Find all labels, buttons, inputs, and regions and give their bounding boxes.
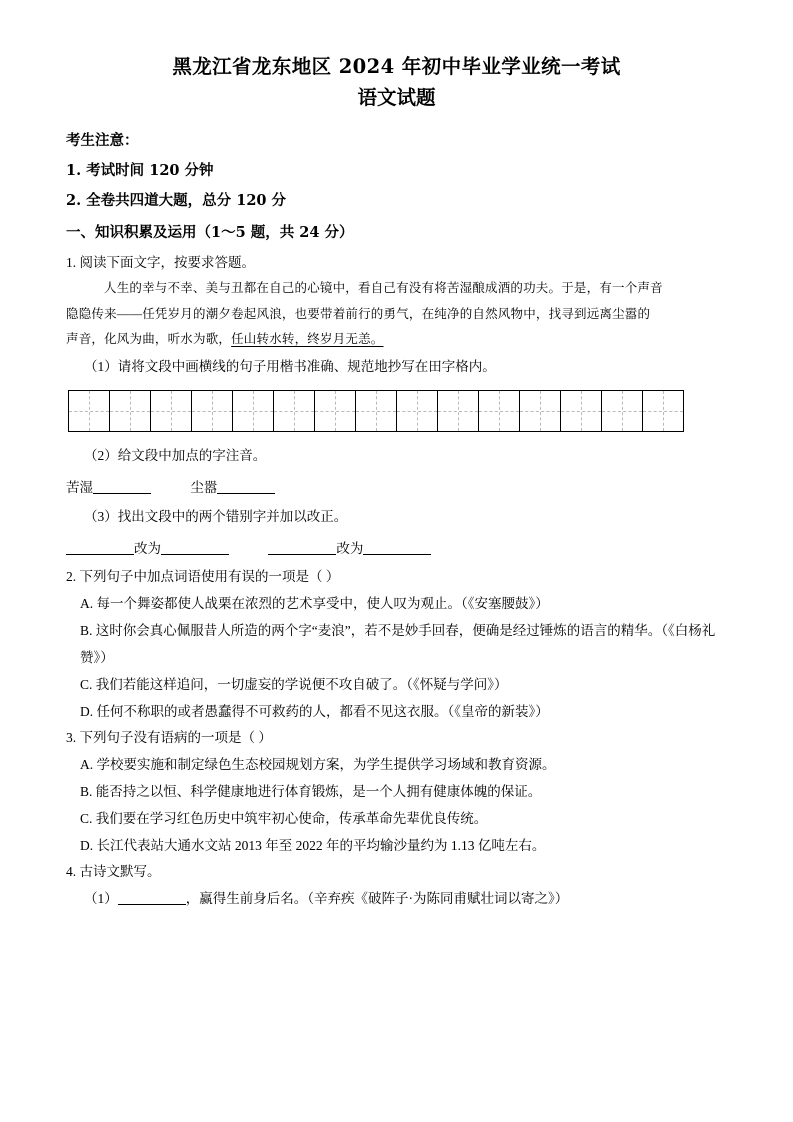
- notice-label: 考生注意：: [66, 132, 139, 149]
- question-2-stem: 2. 下列句子中加点词语使用有误的一项是（ ）: [66, 568, 340, 584]
- question-1-sub-3: （3）找出文段中的两个错别字并加以改正。: [84, 508, 348, 524]
- question-4-sub-1-suffix: ，赢得生前身后名。（辛弃疾《破阵子·为陈同甫赋壮词以寄之》）: [185, 890, 569, 906]
- tianzige-cell[interactable]: [110, 390, 151, 431]
- passage-line-2: 隐隐传来——任凭岁月的潮夕卷起风浪，也要带着前行的勇气，在纯净的自然风物中，找寻到远离尘嚣的: [66, 306, 651, 321]
- tianzige-cell[interactable]: [192, 390, 233, 431]
- correction-blank-1b[interactable]: [161, 540, 229, 555]
- question-3-option-c[interactable]: C. 我们要在学习红色历史中筑牢初心使命，传承革命先辈优良传统。: [80, 810, 488, 826]
- pinyin-word-2: 尘嚣: [190, 479, 218, 495]
- question-2-option-b[interactable]: B. 这时你会真心佩服昔人所造的两个字“麦浪”，若不是妙手回春，便确是经过锤炼的语言的精华。（《白杨礼赞》）: [80, 622, 716, 665]
- question-2-option-d[interactable]: D. 任何不称职的或者愚蠢得不可救药的人，都看不见这衣服。（《皇帝的新装》）: [80, 703, 549, 719]
- question-3-option-b[interactable]: B. 能否持之以恒、科学健康地进行体育锻炼，是一个人拥有健康体魄的保证。: [80, 783, 542, 799]
- question-1-correction-row: [66, 534, 727, 564]
- correction-blank-2b[interactable]: [363, 540, 431, 555]
- tianzige-cell[interactable]: [397, 390, 438, 431]
- tianzige-cell[interactable]: [643, 390, 684, 431]
- tianzige-cell[interactable]: [274, 390, 315, 431]
- question-1-sub-1: （1）请将文段中画横线的句子用楷书准确、规范地抄写在田字格内。: [84, 358, 496, 374]
- page-title-line1: 黑龙江省龙东地区 2024 年初中毕业学业统一考试: [172, 55, 621, 78]
- pinyin-word-1: 苦湿: [66, 479, 93, 495]
- tianzige-cell[interactable]: [520, 390, 561, 431]
- tianzige-cell[interactable]: [315, 390, 356, 431]
- passage-line-1: 人生的幸与不幸、美与丑都在自己的心镜中，看自己有没有将苦湿酿成酒的功夫。于是，有一个声音: [104, 281, 663, 295]
- correction-blank-1a[interactable]: [66, 540, 134, 555]
- tianzige-cell[interactable]: [151, 390, 192, 431]
- tianzige-cell[interactable]: [561, 390, 602, 431]
- pinyin-answer-blank-1[interactable]: [93, 479, 151, 494]
- tianzige-cell[interactable]: [602, 390, 643, 431]
- question-3-option-a[interactable]: A. 学校要实施和制定绿色生态校园规划方案，为学生提供学习场域和教育资源。: [80, 756, 556, 772]
- notice-item-2: 2. 全卷共四道大题，总分 120 分: [66, 192, 287, 209]
- correction-label-2: 改为: [336, 540, 364, 556]
- question-2-option-a[interactable]: A. 每一个舞姿都使人战栗在浓烈的艺术享受中，使人叹为观止。（《安塞腰鼓》）: [80, 595, 549, 611]
- passage-line-3-prefix: 声音，化风为曲，听水为歌，: [66, 332, 232, 346]
- tianzige-grid[interactable]: [66, 390, 727, 432]
- passage-line-3-underlined: 任山转水转，终岁月无恙。: [231, 332, 384, 346]
- question-2-option-c[interactable]: C. 我们若能这样追问，一切虚妄的学说便不攻自破了。（《怀疑与学问》）: [80, 676, 508, 692]
- pinyin-answer-blank-2[interactable]: [217, 479, 275, 494]
- question-1-pinyin-row: [66, 473, 727, 503]
- question-3-stem: 3. 下列句子没有语病的一项是（ ）: [66, 729, 272, 745]
- correction-blank-2a[interactable]: [268, 540, 336, 555]
- tianzige-cell[interactable]: [356, 390, 397, 431]
- tianzige-cell[interactable]: [69, 390, 110, 431]
- notice-item-1: 1. 考试时间 120 分钟: [66, 162, 214, 179]
- question-4-sub-1-prefix: （1）: [84, 890, 118, 906]
- question-4-sub-1: [66, 885, 727, 912]
- tianzige-table[interactable]: [68, 390, 684, 432]
- question-1-passage: [66, 276, 727, 353]
- question-1-stem: 1. 阅读下面文字，按要求答题。: [66, 255, 255, 270]
- tianzige-cell[interactable]: [233, 390, 274, 431]
- correction-label-1: 改为: [134, 540, 161, 556]
- tianzige-cell[interactable]: [438, 390, 479, 431]
- page-title-line2: 语文试题: [357, 86, 436, 109]
- question-1-sub-2: （2）给文段中加点的字注音。: [84, 447, 267, 463]
- section-heading-1: 一、知识积累及运用（1～5 题，共 24 分）: [66, 224, 354, 241]
- question-4-stem: 4. 古诗文默写。: [66, 863, 161, 879]
- tianzige-cell[interactable]: [479, 390, 520, 431]
- question-3-option-d[interactable]: D. 长江代表站大通水文站 2013 年至 2022 年的平均输沙量约为 1.13 亿吨左右。: [80, 837, 546, 853]
- question-4-answer-blank[interactable]: [118, 890, 186, 905]
- tianzige-row[interactable]: [69, 390, 684, 431]
